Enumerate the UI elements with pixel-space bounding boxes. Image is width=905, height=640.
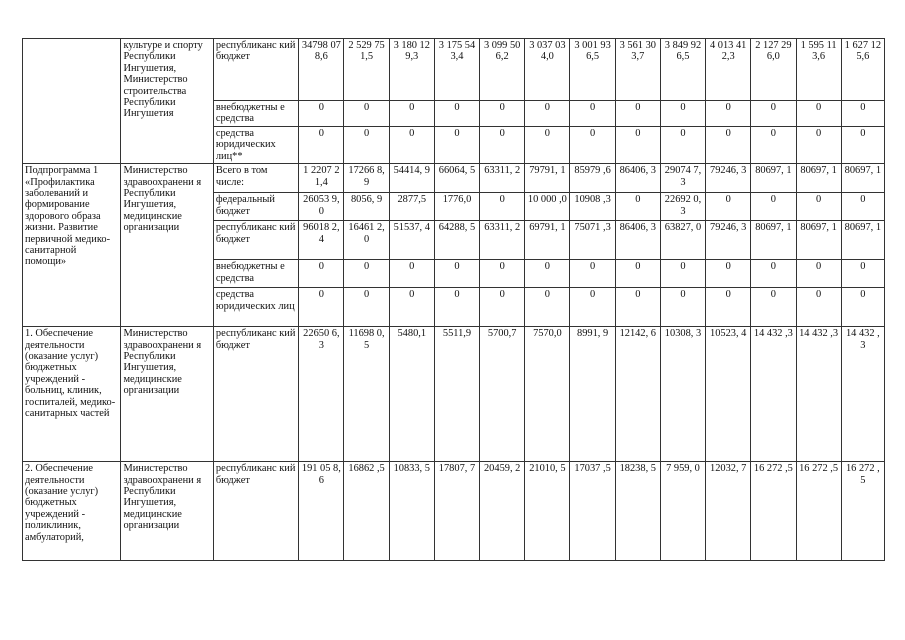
executor-cell: Министерство здравоохранени я Республики Ингушетия, медицинские организации — [121, 462, 213, 561]
amount-cell: 26053 9,0 — [299, 193, 344, 221]
amount-cell: 0 — [299, 101, 344, 127]
amount-cell: 0 — [615, 127, 660, 164]
amount-cell: 0 — [434, 260, 479, 288]
amount-cell: 3 037 034,0 — [525, 39, 570, 101]
amount-cell: 63311, 2 — [480, 164, 525, 193]
amount-cell: 10308, 3 — [660, 327, 705, 462]
amount-cell: 0 — [706, 127, 751, 164]
amount-cell: 80697, 1 — [796, 221, 841, 260]
program-name-cell — [23, 39, 121, 164]
amount-cell: 3 849 926,5 — [660, 39, 705, 101]
funding-source-cell: федеральный бюджет — [213, 193, 298, 221]
amount-cell: 69791, 1 — [525, 221, 570, 260]
amount-cell: 0 — [841, 193, 884, 221]
amount-cell: 16 272 ,5 — [796, 462, 841, 561]
amount-cell: 0 — [751, 101, 796, 127]
amount-cell: 14 432 ,3 — [751, 327, 796, 462]
funding-source-cell: средства юридических лиц — [213, 288, 298, 327]
amount-cell: 14 432 ,3 — [841, 327, 884, 462]
table-row — [23, 164, 885, 193]
amount-cell: 2 127 296,0 — [751, 39, 796, 101]
amount-cell: 0 — [480, 193, 525, 221]
funding-source-cell: средства юридических лиц** — [213, 127, 298, 164]
amount-cell: 29074 7,3 — [660, 164, 705, 193]
amount-cell: 17807, 7 — [434, 462, 479, 561]
amount-cell: 63311, 2 — [480, 221, 525, 260]
funding-source-cell: Всего в том числе: — [213, 164, 298, 193]
amount-cell: 0 — [660, 260, 705, 288]
amount-cell: 0 — [706, 288, 751, 327]
amount-cell: 0 — [434, 288, 479, 327]
amount-cell: 0 — [480, 127, 525, 164]
amount-cell: 0 — [615, 101, 660, 127]
amount-cell: 18238, 5 — [615, 462, 660, 561]
amount-cell: 16461 2,0 — [344, 221, 389, 260]
amount-cell: 22650 6,3 — [299, 327, 344, 462]
amount-cell: 16 272 ,5 — [751, 462, 796, 561]
amount-cell: 8991, 9 — [570, 327, 615, 462]
amount-cell: 5700,7 — [480, 327, 525, 462]
amount-cell: 85979 ,6 — [570, 164, 615, 193]
budget-table — [22, 38, 885, 561]
amount-cell: 0 — [660, 288, 705, 327]
amount-cell: 0 — [751, 260, 796, 288]
amount-cell: 0 — [480, 101, 525, 127]
funding-source-cell: республиканс кий бюджет — [213, 462, 298, 561]
program-name-cell: Подпрограмма 1 «Профилактика заболеваний и формирование здорового образа жизни. Развитие первичной медико-санитарной помощи» — [23, 164, 121, 327]
amount-cell: 2877,5 — [389, 193, 434, 221]
amount-cell: 10833, 5 — [389, 462, 434, 561]
amount-cell: 5480,1 — [389, 327, 434, 462]
amount-cell: 3 001 936,5 — [570, 39, 615, 101]
amount-cell: 0 — [525, 101, 570, 127]
amount-cell: 0 — [841, 288, 884, 327]
amount-cell: 0 — [570, 127, 615, 164]
amount-cell: 0 — [751, 288, 796, 327]
amount-cell: 80697, 1 — [796, 164, 841, 193]
amount-cell: 54414, 9 — [389, 164, 434, 193]
amount-cell: 0 — [344, 127, 389, 164]
amount-cell: 22692 0,3 — [660, 193, 705, 221]
amount-cell: 0 — [841, 260, 884, 288]
amount-cell: 86406, 3 — [615, 221, 660, 260]
funding-source-cell: республиканс кий бюджет — [213, 39, 298, 101]
amount-cell: 3 099 506,2 — [480, 39, 525, 101]
amount-cell: 0 — [841, 101, 884, 127]
amount-cell: 0 — [389, 101, 434, 127]
amount-cell: 0 — [434, 101, 479, 127]
amount-cell: 0 — [660, 127, 705, 164]
program-name-cell: 2. Обеспечение деятельности (оказание услуг) бюджетных учреждений - поликлиник, амбулаторий, — [23, 462, 121, 561]
amount-cell: 17266 8,9 — [344, 164, 389, 193]
amount-cell: 14 432 ,3 — [796, 327, 841, 462]
amount-cell: 12032, 7 — [706, 462, 751, 561]
amount-cell: 79246, 3 — [706, 164, 751, 193]
amount-cell: 16 272 ,5 — [841, 462, 884, 561]
amount-cell: 0 — [434, 127, 479, 164]
amount-cell: 0 — [706, 193, 751, 221]
amount-cell: 7570,0 — [525, 327, 570, 462]
amount-cell: 11698 0,5 — [344, 327, 389, 462]
amount-cell: 0 — [796, 260, 841, 288]
amount-cell: 0 — [706, 101, 751, 127]
amount-cell: 0 — [480, 288, 525, 327]
amount-cell: 12142, 6 — [615, 327, 660, 462]
amount-cell: 10523, 4 — [706, 327, 751, 462]
amount-cell: 0 — [299, 260, 344, 288]
amount-cell: 0 — [389, 288, 434, 327]
table-row — [23, 39, 885, 101]
amount-cell: 0 — [344, 260, 389, 288]
amount-cell: 0 — [344, 288, 389, 327]
amount-cell: 51537, 4 — [389, 221, 434, 260]
amount-cell: 0 — [615, 260, 660, 288]
amount-cell: 0 — [751, 193, 796, 221]
amount-cell: 2 529 751,5 — [344, 39, 389, 101]
amount-cell: 7 959, 0 — [660, 462, 705, 561]
amount-cell: 16862 ,5 — [344, 462, 389, 561]
amount-cell: 0 — [344, 101, 389, 127]
amount-cell: 0 — [615, 193, 660, 221]
amount-cell: 3 180 129,3 — [389, 39, 434, 101]
amount-cell: 0 — [796, 288, 841, 327]
amount-cell: 86406, 3 — [615, 164, 660, 193]
amount-cell: 34798 078,6 — [299, 39, 344, 101]
amount-cell: 3 175 543,4 — [434, 39, 479, 101]
amount-cell: 0 — [796, 101, 841, 127]
amount-cell: 0 — [480, 260, 525, 288]
amount-cell: 17037 ,5 — [570, 462, 615, 561]
amount-cell: 5511,9 — [434, 327, 479, 462]
amount-cell: 21010, 5 — [525, 462, 570, 561]
amount-cell: 0 — [615, 288, 660, 327]
amount-cell: 64288, 5 — [434, 221, 479, 260]
amount-cell: 0 — [525, 288, 570, 327]
amount-cell: 0 — [525, 127, 570, 164]
amount-cell: 0 — [389, 127, 434, 164]
amount-cell: 0 — [841, 127, 884, 164]
table-row — [23, 462, 885, 561]
amount-cell: 10908 ,3 — [570, 193, 615, 221]
amount-cell: 0 — [570, 260, 615, 288]
funding-source-cell: внебюджетны е средства — [213, 101, 298, 127]
amount-cell: 96018 2,4 — [299, 221, 344, 260]
amount-cell: 10 000 ,0 — [525, 193, 570, 221]
amount-cell: 0 — [389, 260, 434, 288]
amount-cell: 1776,0 — [434, 193, 479, 221]
funding-source-cell: республиканс кий бюджет — [213, 327, 298, 462]
amount-cell: 4 013 412,3 — [706, 39, 751, 101]
amount-cell: 20459, 2 — [480, 462, 525, 561]
amount-cell: 80697, 1 — [751, 221, 796, 260]
amount-cell: 0 — [570, 288, 615, 327]
amount-cell: 0 — [796, 193, 841, 221]
table-row — [23, 327, 885, 462]
executor-cell: Министерство здравоохранени я Республики Ингушетия, медицинские организации — [121, 164, 213, 327]
amount-cell: 3 561 303,7 — [615, 39, 660, 101]
amount-cell: 1 2207 21,4 — [299, 164, 344, 193]
amount-cell: 0 — [706, 260, 751, 288]
amount-cell: 66064, 5 — [434, 164, 479, 193]
executor-cell: культуре и спорту Республики Ингушетия, Министерство строительства Республики Ингушетия — [121, 39, 213, 164]
funding-source-cell: внебюджетны е средства — [213, 260, 298, 288]
amount-cell: 0 — [660, 101, 705, 127]
amount-cell: 75071 ,3 — [570, 221, 615, 260]
amount-cell: 79246, 3 — [706, 221, 751, 260]
amount-cell: 0 — [299, 288, 344, 327]
amount-cell: 0 — [796, 127, 841, 164]
amount-cell: 80697, 1 — [841, 164, 884, 193]
table-body — [23, 39, 885, 561]
amount-cell: 191 05 8,6 — [299, 462, 344, 561]
amount-cell: 80697, 1 — [751, 164, 796, 193]
amount-cell: 1 595 113,6 — [796, 39, 841, 101]
program-name-cell: 1. Обеспечение деятельности (оказание услуг) бюджетных учреждений - больниц, клиник, госпиталей, медико-санитарных частей — [23, 327, 121, 462]
amount-cell: 8056, 9 — [344, 193, 389, 221]
amount-cell: 1 627 125,6 — [841, 39, 884, 101]
amount-cell: 63827, 0 — [660, 221, 705, 260]
amount-cell: 0 — [751, 127, 796, 164]
amount-cell: 0 — [525, 260, 570, 288]
amount-cell: 0 — [570, 101, 615, 127]
funding-source-cell: республиканс кий бюджет — [213, 221, 298, 260]
amount-cell: 79791, 1 — [525, 164, 570, 193]
amount-cell: 80697, 1 — [841, 221, 884, 260]
executor-cell: Министерство здравоохранени я Республики Ингушетия, медицинские организации — [121, 327, 213, 462]
amount-cell: 0 — [299, 127, 344, 164]
